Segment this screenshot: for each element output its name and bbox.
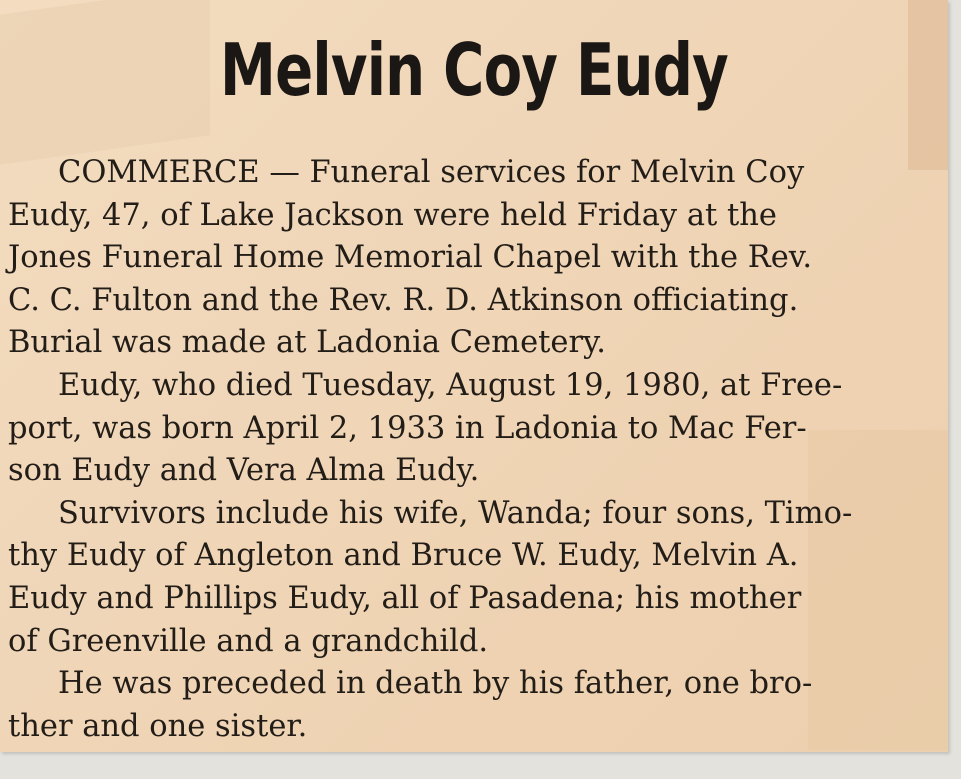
text-line: C. C. Fulton and the Rev. R. D. Atkinson officiating. [8, 282, 799, 318]
text-line: ther and one sister. [8, 708, 308, 744]
text-line: Survivors include his wife, Wanda; four sons, Timo- [58, 495, 853, 531]
tape-residue [908, 0, 948, 170]
obituary-body [8, 152, 936, 748]
text-line: Eudy and Phillips Eudy, all of Pasadena; his mother [8, 580, 802, 616]
obituary-headline: Melvin Coy Eudy [219, 28, 729, 112]
text-line: of Greenville and a grandchild. [8, 623, 489, 659]
text-line: Eudy, who died Tuesday, August 19, 1980, at Free- [58, 367, 843, 403]
text-line: He was preceded in death by his father, one bro- [58, 666, 813, 702]
text-line: Burial was made at Ladonia Cemetery. [8, 325, 606, 361]
text-line: thy Eudy of Angleton and Bruce W. Eudy, Melvin A. [8, 538, 799, 574]
text-line: COMMERCE — Funeral services for Melvin Coy [58, 155, 805, 190]
text-line: Jones Funeral Home Memorial Chapel with the Rev. [8, 240, 813, 276]
text-line: son Eudy and Vera Alma Eudy. [8, 453, 480, 489]
text-line: port, was born April 2, 1933 in Ladonia to Mac Fer- [8, 410, 807, 446]
text-line: Eudy, 47, of Lake Jackson were held Friday at the [8, 197, 777, 233]
